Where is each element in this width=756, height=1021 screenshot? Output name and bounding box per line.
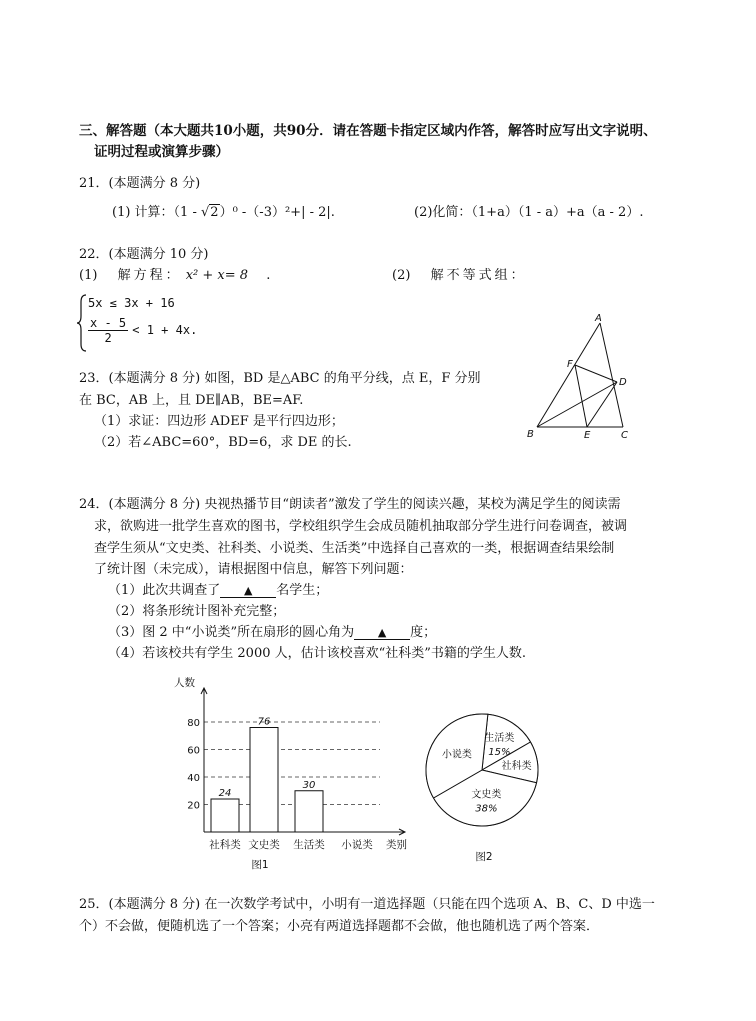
q21-header: 21．(本题满分 8 分) [79, 176, 201, 191]
segment-de [587, 382, 617, 427]
q22-p2-text: 解不等式组： [430, 268, 527, 283]
pie-slice-value: 38% [475, 803, 498, 815]
q22-part1 [79, 264, 270, 283]
vertex-b-label: B [527, 429, 534, 440]
q23-sub2: （2）若∠ABC=60°，BD=6，求 DE 的长. [94, 435, 352, 450]
bar [295, 791, 323, 832]
x-tick-label: 社科类 [209, 839, 241, 851]
pie-chart [420, 700, 560, 875]
q24-sub1-post: 名学生； [276, 583, 329, 598]
y-axis-label: 人数 [174, 677, 195, 689]
side-ac [600, 323, 623, 427]
q22-p1-label: (1) [79, 268, 98, 283]
inequality-end: . [190, 323, 198, 337]
q23-line2: 在 BC，AB 上，且 DE∥AB，BE=AF. [79, 393, 304, 408]
fraction-denominator: 2 [104, 331, 112, 345]
x-tick-label: 小说类 [341, 839, 373, 851]
point-d-label: D [619, 377, 627, 388]
inequality-2 [88, 316, 197, 345]
bar [211, 799, 239, 832]
point-f-label: F [567, 359, 573, 370]
q24-line4: 了统计图（未完成），请根据图中信息，解答下列问题： [94, 562, 413, 577]
q24-sub1 [108, 579, 328, 598]
x-tick-label: 生活类 [293, 839, 325, 851]
q22-p1-text: 解方程： [117, 268, 182, 283]
side-ab [537, 323, 600, 427]
chart-caption: 图2 [475, 851, 493, 863]
q24-sub2: （2）将条形统计图补充完整； [108, 604, 286, 619]
q24-line2: 求，欲购进一批学生喜欢的图书，学校组织学生会成员随机抽取部分学生进行问卷调查，被调 [94, 519, 628, 534]
fraction [88, 316, 128, 345]
section-heading: 三、解答题（本大题共10小题，共90分．请在答题卡指定区域内作答，解答时应写出文字说明、 [79, 123, 657, 139]
chart-caption: 图1 [251, 859, 269, 871]
q25-line2: 个）不会做，便随机选了一个答案；小亮有两道选择题都不会做，他也随机选了两个答案． [79, 919, 600, 934]
bar-value-label: 30 [302, 779, 316, 791]
q25-line1: 25．(本题满分 8 分) 在一次数学考试中，小明有一道选择题（只能在四个选项 A、B、C、D 中选一 [79, 897, 655, 912]
q24-line1: 24．(本题满分 8 分) 央视热播节目“朗读者”激发了学生的阅读兴趣，某校为满足学生的阅读需 [79, 497, 621, 512]
inequality-2-rhs: < 1 + 4x [132, 323, 191, 337]
q22-p1-eq: x² + x= 8 [185, 268, 249, 283]
triangle-mark-icon: ▲ [244, 584, 253, 597]
brace-icon [76, 294, 88, 352]
section-heading-cont: 证明过程或演算步骤） [94, 144, 229, 160]
q21-part2: (2)化简：（1+a）（1 - a）+a（a - 2）. [414, 205, 644, 220]
sqrt-sign: √ [200, 205, 210, 220]
q22-p2-label: (2) [392, 268, 411, 283]
triangle-figure [525, 310, 640, 445]
vertex-a-label: A [595, 313, 602, 324]
pie-slice-label: 文史类 [471, 789, 502, 801]
vertex-c-label: C [621, 430, 628, 441]
q22-header: 22．(本题满分 10 分) [79, 247, 209, 262]
y-tick-label: 80 [187, 718, 200, 729]
segment-bd [537, 382, 617, 427]
q21-part1-prefix: (1) 计算：（1 - [112, 205, 201, 220]
answer-blank [354, 627, 410, 640]
pie-slice-label: 社科类 [501, 760, 532, 772]
q22-p1-end: . [266, 268, 271, 283]
y-tick-label: 60 [187, 745, 200, 757]
segment-fe [575, 365, 587, 427]
answer-blank [220, 585, 276, 598]
q23-line1: 23．(本题满分 8 分) 如图，BD 是△ABC 的角平分线，点 E，F 分别 [79, 371, 481, 386]
inequality-1: 5x ≤ 3x + 16 [88, 296, 175, 310]
x-tick-label: 文史类 [248, 839, 280, 851]
q24-line3: 查学生须从“文史类、社科类、小说类、生活类”中选择自己喜欢的一类，根据调查结果绘制 [94, 541, 615, 556]
q21-part1-suffix: ）⁰ -（-3）²+| - 2|. [219, 205, 335, 220]
x-axis-label: 类别 [386, 839, 407, 851]
bar-value-label: 76 [257, 716, 271, 728]
q24-sub3-pre: （3）图 2 中“小说类”所在扇形的圆心角为 [108, 625, 355, 640]
bar-chart [170, 670, 420, 875]
pie-slice-value: 15% [488, 747, 511, 759]
pie-slice-label: 生活类 [484, 733, 515, 745]
y-tick-label: 40 [187, 773, 200, 784]
q24-sub4: （4）若该校共有学生 2000 人，估计该校喜欢“社科类”书籍的学生人数. [108, 646, 527, 661]
q21-part1 [112, 201, 335, 220]
pie-slice-label: 小说类 [441, 749, 472, 761]
q24-sub3-post: 度； [410, 625, 437, 640]
q22-part2 [392, 264, 527, 283]
y-tick-label: 20 [187, 800, 200, 812]
q24-sub1-pre: （1）此次共调查了 [108, 583, 221, 598]
q21-sqrt-arg: 2 [210, 205, 219, 220]
point-e-label: E [584, 430, 591, 441]
bar-value-label: 24 [218, 788, 232, 799]
q23-sub1: （1）求证：四边形 ADEF 是平行四边形； [94, 414, 344, 429]
q24-sub3 [108, 621, 436, 640]
fraction-numerator: x - 5 [90, 316, 127, 330]
bar [250, 728, 278, 833]
triangle-mark-icon: ▲ [377, 626, 387, 639]
